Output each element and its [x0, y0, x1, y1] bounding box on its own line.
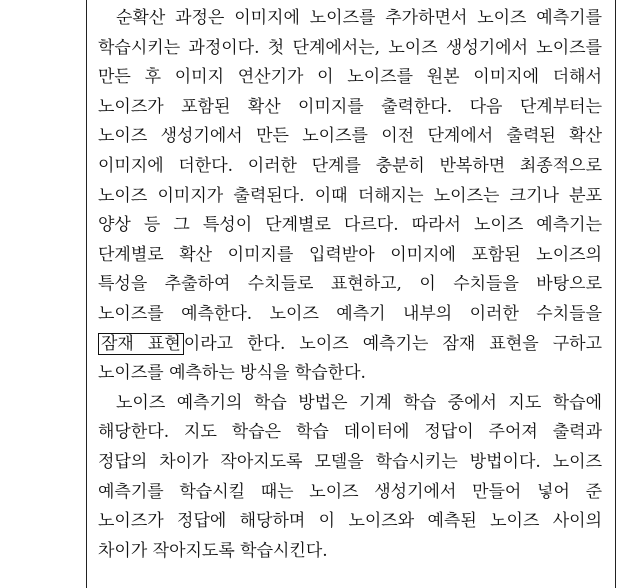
p1-line: 순확산 과정은 이미지에 노이즈를 추가하면서 노이즈 예측기를 [116, 8, 602, 28]
p1-line: 단계별로 확산 이미지를 입력받아 이미지에 포함된 노이즈의 [98, 244, 602, 265]
p1-line: 이미지에 더한다. 이러한 단계를 충분히 반복하면 최종적으로 [98, 155, 602, 176]
p1-line: 양상 등 그 특성이 단계별로 다르다. 따라서 노이즈 예측기는 [98, 215, 602, 236]
p1-line: 노이즈를 예측한다. 노이즈 예측기 내부의 이러한 수치들을 [98, 303, 602, 324]
p1-line-boxed [98, 330, 602, 360]
p2-line: 해당한다. 지도 학습은 학습 데이터에 정답이 주어져 출력과 [98, 422, 602, 443]
p2-line: 노이즈가 정답에 해당하며 이 노이즈와 예측된 노이즈 사이의 [98, 511, 602, 532]
p1-line: 학습시키는 과정이다. 첫 단계에서는, 노이즈 생성기에서 노이즈를 [98, 37, 602, 58]
p1-line: 특성을 추출하여 수치들로 표현하고, 이 수치들을 바탕으로 [98, 274, 602, 295]
p1-line: 노이즈 생성기에서 만든 노이즈를 이전 단계에서 출력된 확산 [98, 126, 602, 147]
p1-line-rest: 이라고 한다. 노이즈 예측기는 잠재 표현을 구하고 [183, 333, 602, 354]
boxed-term: 잠재 표현 [98, 333, 184, 355]
p1-line: 노이즈가 포함된 확산 이미지를 출력한다. 다음 단계부터는 [98, 96, 602, 117]
p2-line: 차이가 작아지도록 학습시킨다. [98, 540, 328, 561]
p1-line: 만든 후 이미지 연산기가 이 노이즈를 원본 이미지에 더해서 [98, 67, 602, 88]
p1-line: 노이즈 이미지가 출력된다. 이때 더해지는 노이즈는 크기나 분포 [98, 185, 602, 206]
p2-line: 정답의 차이가 작아지도록 모델을 학습시키는 방법이다. 노이즈 [98, 451, 602, 472]
p2-line: 노이즈 예측기의 학습 방법은 기계 학습 중에서 지도 학습에 [116, 392, 602, 413]
p2-line: 예측기를 학습시킬 때는 노이즈 생성기에서 만들어 넣어 준 [98, 481, 602, 502]
p1-line: 노이즈를 예측하는 방식을 학습한다. [98, 363, 366, 384]
passage-text [98, 4, 602, 566]
